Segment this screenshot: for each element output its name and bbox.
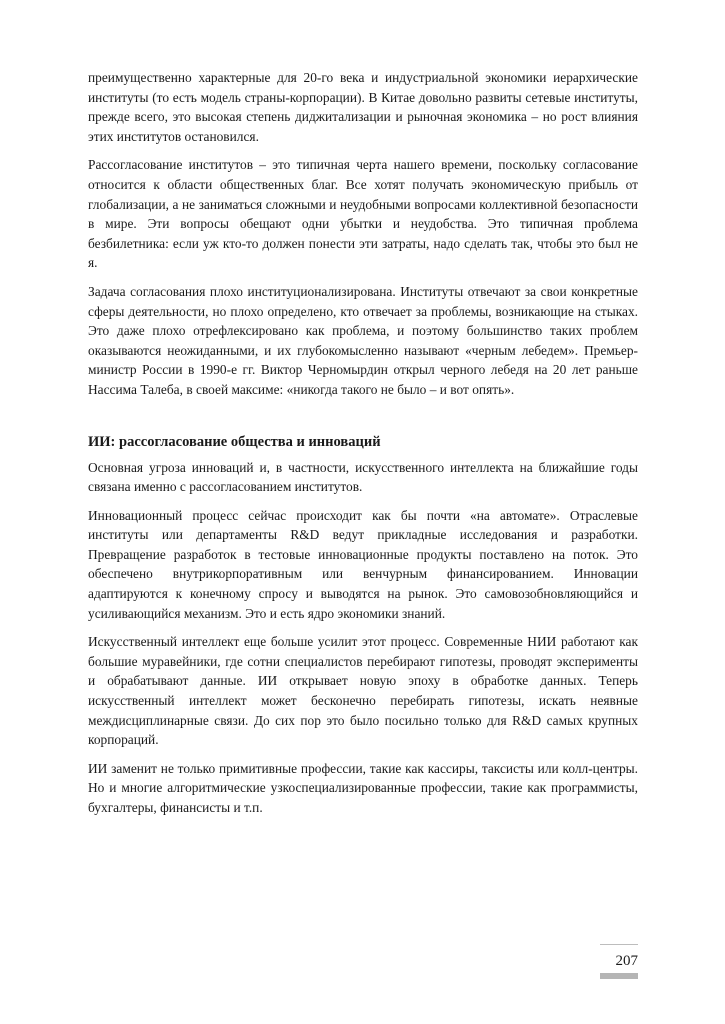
- page-number-rule: [600, 944, 638, 945]
- paragraph-misalignment: Рассогласование институтов – это типичная черта нашего времени, поскольку согласование относится к области общественных благ. Все хотят получать экономическую прибыль от глобализации, а не заниматься сложными и неудобными вопросами коллективной безопасности в мире. Эти вопросы обещают одни убытки и неудобства. Это типичная проблема безбилетника: если уж кто-то должен понести эти затраты, надо сделать так, чтобы это был не я.: [88, 157, 638, 271]
- paragraph-coordination-task: Задача согласования плохо институционализирована. Институты отвечают за свои конкретные сферы деятельности, но плохо определено, кто отвечает за проблемы, возникающие на стыках. Это даже плохо отрефлексировано как проблема, и поэтому большинство таких проблем оказываются неожиданными, и их глубокомысленно называют «черным лебедем». Премьер-министр России в 1990-е гг. Виктор Черномырдин открыл черного лебедя на 20 лет раньше Нассима Талеба, в своей максиме: «никогда такого не было – и вот опять».: [88, 283, 638, 397]
- page-number: 207: [615, 953, 638, 969]
- paragraph-ai-threat: Основная угроза инноваций и, в частности, искусственного интеллекта на ближайшие годы связана именно с рассогласованием институтов.: [88, 459, 638, 495]
- paragraph-ai-amplifies: Искусственный интеллект еще больше усилит этот процесс. Современные НИИ работают как большие муравейники, где сотни специалистов перебирают гипотезы, проводят эксперименты и обрабатывают данные. ИИ открывает новую эпоху в обработке данных. Теперь искусственный интеллект может бесконечно перебирать гипотезы, искать неявные междисциплинарные связи. До сих пор это было посильно только для R&D самых крупных корпораций.: [88, 634, 638, 748]
- paragraph-institutions-china: преимущественно характерные для 20-го века и индустриальной экономики иерархические институты (то есть модель страны-корпорации). В Китае довольно развиты сетевые институты, прежде всего, это высокая степень диджитализации и рыночная экономика – но рост влияния этих институтов остановился.: [88, 70, 638, 144]
- paragraph-innovation-process: Инновационный процесс сейчас происходит как бы почти «на автомате». Отраслевые институты или департаменты R&D ведут прикладные исследования и разработки. Превращение разработок в тестовые инновационные продукты поставлено на поток. Это обеспечено внутрикорпоративным или венчурным финансированием. Инновации адаптируются к конечному спросу и выводятся на рынок. Это самовозобновляющийся и усиливающийся механизм. Это и есть ядро экономики знаний.: [88, 507, 638, 621]
- paragraph-ai-replaces: ИИ заменит не только примитивные профессии, такие как кассиры, таксисты или колл-центры. Но и многие алгоритмические узкоспециализированные профессии, такие как программисты, бухгалтеры, финансисты и т.п.: [88, 760, 638, 815]
- page-number-bar: [600, 973, 638, 979]
- section-heading: ИИ: рассогласование общества и инноваций: [88, 433, 381, 450]
- page-body: [88, 68, 638, 827]
